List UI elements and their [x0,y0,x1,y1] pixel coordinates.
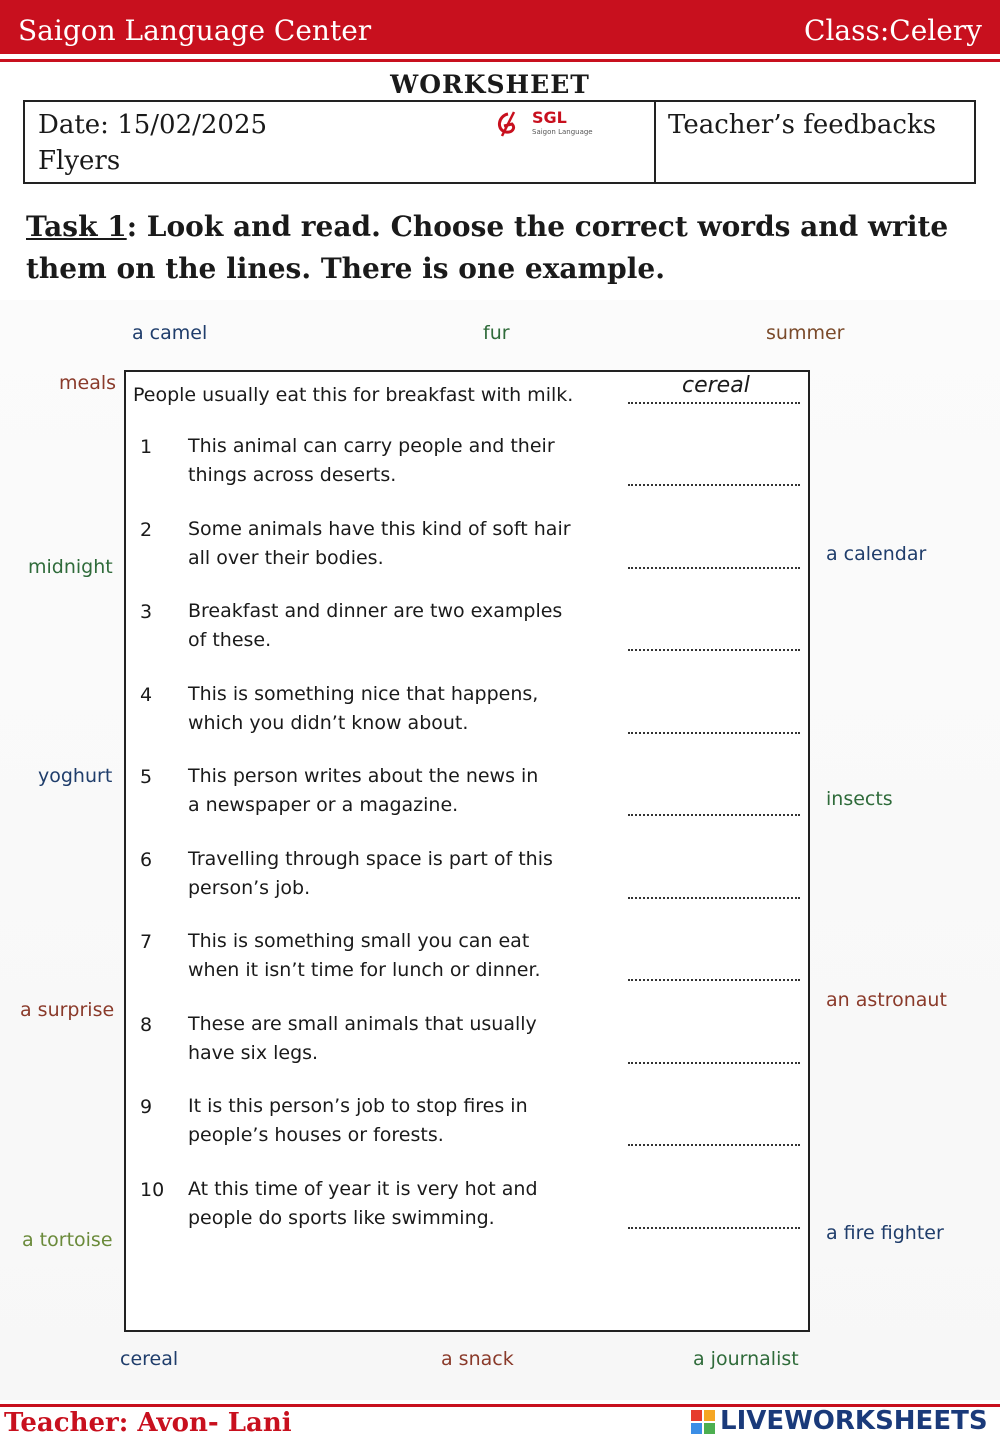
question-text-line2: have six legs. [188,1042,319,1064]
word-cereal: cereal [120,1348,179,1370]
question-number: 2 [140,519,153,541]
question-number: 5 [140,766,153,788]
sgl-logo [494,108,604,142]
sgl-logo-text: SGL [532,108,567,127]
teacher-name: Teacher: Avon- Lani [4,1408,292,1438]
word-camel: a camel [132,322,208,344]
question-number: 10 [140,1179,165,1201]
word-surprise: a surprise [20,999,115,1021]
answer-line[interactable] [628,1062,800,1064]
question-text-line2: when it isn’t time for lunch or dinner. [188,959,541,981]
answer-line[interactable] [628,1227,800,1229]
answer-line[interactable] [628,649,800,651]
example-answer: cereal [682,373,750,398]
answer-line[interactable] [628,897,800,899]
question-text-line2: people’s houses or forests. [188,1124,444,1146]
school-name: Saigon Language Center [18,14,372,47]
question-number: 4 [140,684,153,706]
liveworksheets-text: LIVEWORKSHEETS [720,1406,988,1436]
question-text-line1: Breakfast and dinner are two examples [188,600,563,622]
header-divider [0,59,1000,62]
answer-line[interactable] [628,567,800,569]
word-fur: fur [483,322,510,344]
word-snack: a snack [441,1348,514,1370]
example-answer-line [628,402,800,404]
question-text-line1: This animal can carry people and their [188,435,555,457]
word-calendar: a calendar [826,543,927,565]
word-summer: summer [766,322,845,344]
question-text-line2: which you didn’t know about. [188,712,469,734]
answer-line[interactable] [628,732,800,734]
answer-line[interactable] [628,814,800,816]
word-astronaut: an astronaut [826,989,947,1011]
question-number: 3 [140,601,153,623]
question-text-line2: person’s job. [188,877,311,899]
question-text-line1: At this time of year it is very hot and [188,1178,538,1200]
question-number: 8 [140,1014,153,1036]
question-number: 1 [140,436,153,458]
question-text-line1: Some animals have this kind of soft hair [188,518,571,540]
question-text-line1: This person writes about the news in [188,765,539,787]
feedback-label: Teacher’s feedbacks [668,110,937,140]
sgl-logo-subtext: Saigon Language [532,128,593,136]
date-text: Date: 15/02/2025 [38,110,268,140]
question-text-line2: things across deserts. [188,464,397,486]
liveworksheets-brand [690,1406,988,1438]
liveworksheets-logo-icon [690,1409,716,1435]
task-text: : Look and read. Choose the correct words and write them on the lines. There is one example. [26,210,949,285]
word-insects: insects [826,788,893,810]
question-text-line1: It is this person’s job to stop fires in [188,1095,528,1117]
level-text: Flyers [38,146,121,176]
answer-line[interactable] [628,979,800,981]
task-instruction [26,206,986,290]
example-text: People usually eat this for breakfast with milk. [133,384,574,406]
word-tortoise: a tortoise [22,1229,113,1251]
word-yoghurt: yoghurt [38,765,113,787]
question-number: 7 [140,931,153,953]
question-text-line2: a newspaper or a magazine. [188,794,459,816]
info-table-divider [654,100,656,184]
question-number: 6 [140,849,153,871]
question-text-line2: all over their bodies. [188,547,384,569]
class-label: Class:Celery [804,14,982,47]
worksheet-title: WORKSHEET [390,70,590,99]
question-text-line1: This is something nice that happens, [188,683,539,705]
word-journalist: a journalist [693,1348,799,1370]
question-text-line2: people do sports like swimming. [188,1207,495,1229]
task-label: Task 1 [26,210,127,243]
question-text-line1: This is something small you can eat [188,930,530,952]
answer-line[interactable] [628,484,800,486]
question-text-line1: Travelling through space is part of this [188,848,553,870]
answer-line[interactable] [628,1144,800,1146]
word-midnight: midnight [28,556,113,578]
question-text-line1: These are small animals that usually [188,1013,537,1035]
question-number: 9 [140,1096,153,1118]
question-text-line2: of these. [188,629,272,651]
word-meals: meals [59,372,117,394]
word-firefighter: a fire fighter [826,1222,944,1244]
